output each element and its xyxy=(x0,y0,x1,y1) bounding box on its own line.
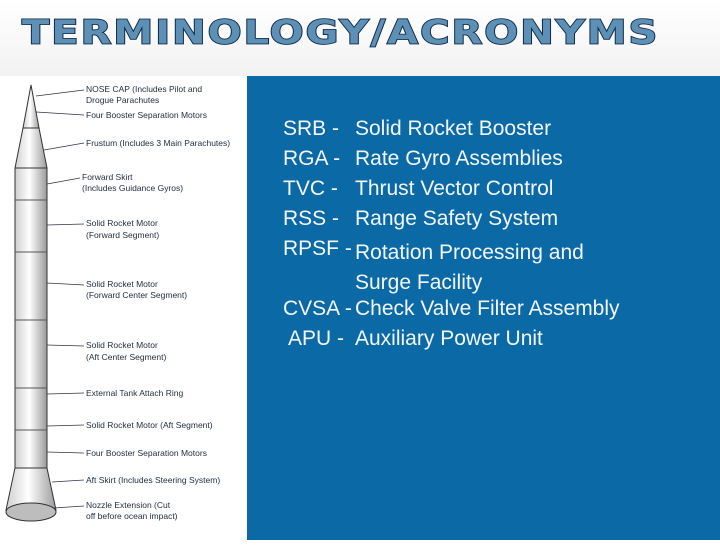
label-motor-aft-center-2: (Aft Center Segment) xyxy=(86,352,167,362)
label-frustum: Frustum (Includes 3 Main Parachutes) xyxy=(86,138,231,148)
nozzle-shape xyxy=(6,503,56,521)
abbr-apu: APU - xyxy=(288,327,345,350)
definition-rpsf: Rotation Processing and Surge Facility xyxy=(355,241,584,294)
label-nozzle-2: off before ocean impact) xyxy=(86,511,178,521)
frustum-shape xyxy=(15,128,47,168)
definition-rga: Rate Gyro Assemblies xyxy=(355,147,563,170)
label-motor-aft: Solid Rocket Motor (Aft Segment) xyxy=(86,420,213,430)
abbr-tvc: TVC - xyxy=(283,177,338,200)
label-motor-forward-2: (Forward Segment) xyxy=(86,230,160,240)
label-motor-forward: Solid Rocket Motor xyxy=(86,218,158,228)
page-title: TERMINOLOGY/ACRONYMS xyxy=(22,14,660,52)
booster-body-shape xyxy=(15,168,47,468)
nose-cap-shape xyxy=(23,85,39,128)
label-forward-skirt-2: (Includes Guidance Gyros) xyxy=(82,183,184,193)
srb-diagram xyxy=(0,76,247,540)
abbr-srb: SRB - xyxy=(283,117,340,140)
label-motor-fwd-center-2: (Forward Center Segment) xyxy=(86,290,188,300)
label-forward-skirt: Forward Skirt xyxy=(82,172,133,182)
label-nose-cap: NOSE CAP (Includes Pilot and xyxy=(86,84,203,94)
label-motor-aft-center: Solid Rocket Motor xyxy=(86,340,158,350)
label-separation-motors-aft: Four Booster Separation Motors xyxy=(86,448,207,458)
definition-tvc: Thrust Vector Control xyxy=(355,177,554,200)
definition-cvsa: Check Valve Filter Assembly xyxy=(355,297,620,320)
abbr-rga: RGA - xyxy=(283,147,341,170)
abbr-cvsa: CVSA - xyxy=(283,297,352,320)
definition-srb: Solid Rocket Booster xyxy=(355,117,552,140)
abbr-rss: RSS - xyxy=(283,207,340,230)
label-aft-skirt: Aft Skirt (Includes Steering System) xyxy=(86,475,221,485)
label-separation-motors-fwd: Four Booster Separation Motors xyxy=(86,110,207,120)
title-bar xyxy=(0,0,720,76)
definition-rss: Range Safety System xyxy=(355,207,559,230)
definition-apu: Auxiliary Power Unit xyxy=(355,327,543,350)
label-attach-ring: External Tank Attach Ring xyxy=(86,388,184,398)
label-motor-fwd-center: Solid Rocket Motor xyxy=(86,279,158,289)
abbr-rpsf: RPSF - xyxy=(283,237,352,260)
srb-illustration xyxy=(0,76,247,540)
label-nose-cap-2: Drogue Parachutes xyxy=(86,95,160,105)
label-nozzle: Nozzle Extension (Cut xyxy=(86,500,171,510)
